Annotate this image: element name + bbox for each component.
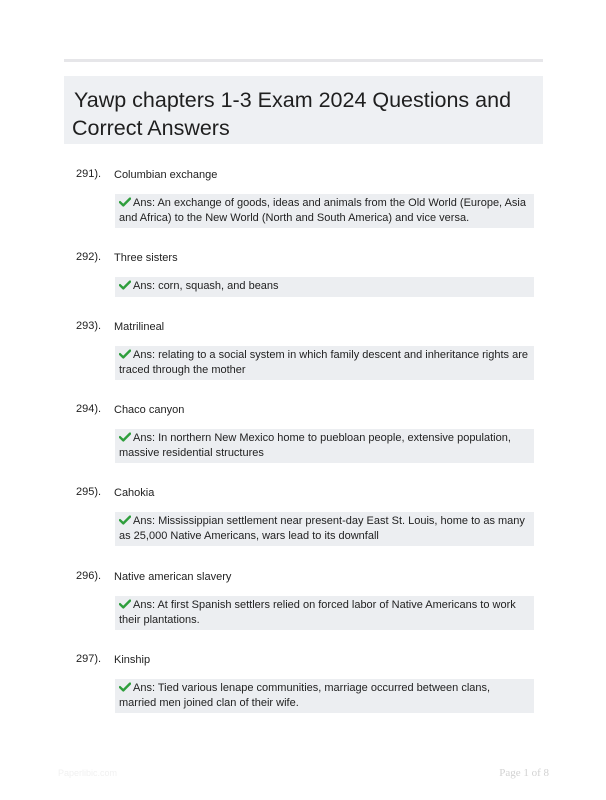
check-icon (119, 349, 131, 359)
answer-text: Ans: corn, squash, and beans (133, 280, 279, 292)
top-divider (64, 59, 543, 62)
check-icon (119, 197, 131, 207)
question-term: Three sisters (114, 252, 178, 264)
answer-box (115, 429, 534, 463)
question-number: 295). (76, 486, 102, 498)
answer-box (115, 277, 534, 297)
answer-box (115, 346, 534, 380)
check-icon (119, 682, 131, 692)
answer-text: Ans: In northern New Mexico home to puebloan people, extensive population, massive residential structures (119, 432, 511, 459)
question-term: Cahokia (114, 487, 155, 499)
answer-box (115, 679, 534, 713)
question-number: 293). (76, 320, 102, 332)
question-term: Matrilineal (114, 321, 165, 333)
question-term: Kinship (114, 654, 151, 666)
question-number: 296). (76, 570, 102, 582)
title-line-2: Correct Answers (72, 116, 230, 140)
answer-box (115, 512, 534, 546)
footer-watermark: Paperlibic.com (58, 768, 118, 778)
page-title (72, 86, 535, 142)
question-number: 291). (76, 168, 102, 180)
answer-text: Ans: An exchange of goods, ideas and animals from the Old World (Europe, Asia and Africa) to the New World (North and South America) and vice versa. (119, 197, 526, 224)
answer-text: Ans: At first Spanish settlers relied on forced labor of Native Americans to work their plantations. (119, 599, 516, 626)
answer-box (115, 194, 534, 228)
check-icon (119, 515, 131, 525)
check-icon (119, 599, 131, 609)
question-number: 294). (76, 403, 102, 415)
question-number: 297). (76, 653, 102, 665)
answer-text: Ans: Tied various lenape communities, marriage occurred between clans, married men joined clan of their wife. (119, 682, 491, 709)
page-number: Page 1 of 8 (499, 767, 549, 779)
title-line-1: Yawp chapters 1-3 Exam 2024 Questions and (74, 88, 512, 112)
check-icon (119, 432, 131, 442)
check-icon (119, 280, 131, 290)
answer-text: Ans: relating to a social system in which family descent and inheritance rights are traced through the mother (119, 349, 528, 376)
question-term: Columbian exchange (114, 169, 218, 181)
answer-box (115, 596, 534, 630)
question-term: Native american slavery (114, 571, 232, 583)
question-number: 292). (76, 251, 102, 263)
title-banner (64, 76, 543, 144)
answer-text: Ans: Mississippian settlement near present-day East St. Louis, home to as many as 25,000 Native Americans, wars lead to its downfall (119, 515, 525, 542)
question-term: Chaco canyon (114, 404, 185, 416)
